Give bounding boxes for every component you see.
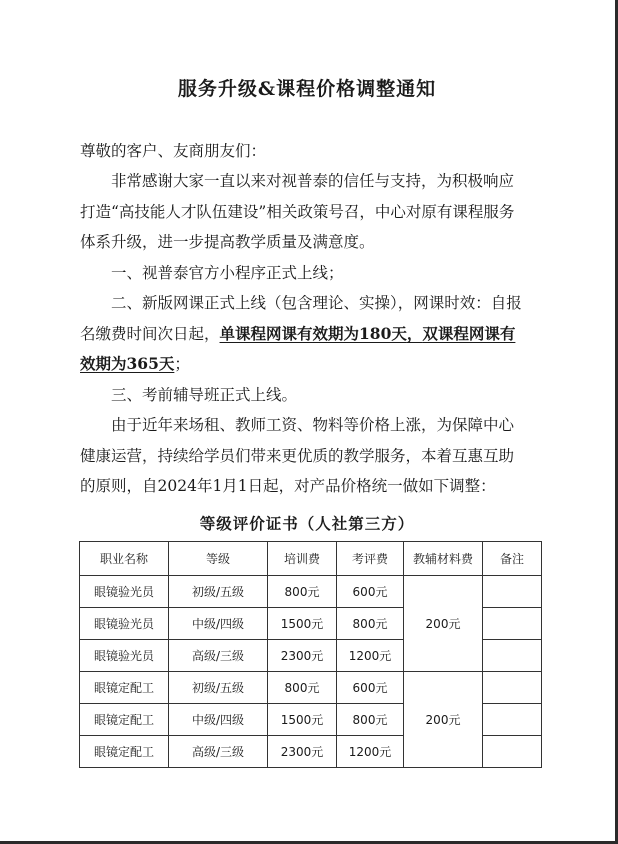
fee-table: [79, 541, 542, 768]
salutation: [80, 136, 528, 167]
header-training-fee: 培训费: [268, 542, 337, 576]
cell-materials-fee: 200元: [404, 576, 483, 672]
cell-job: 眼镜验光员: [80, 608, 169, 640]
cell-level: 中级/四级: [169, 704, 268, 736]
item-3-paragraph: 三、考前辅导班正式上线。: [111, 385, 298, 404]
item-1-paragraph: 一、视普泰官方小程序正式上线；: [111, 263, 344, 282]
cell-job: 眼镜定配工: [80, 704, 169, 736]
cell-training-fee: 1500元: [268, 608, 337, 640]
header-job: 职业名称: [80, 542, 169, 576]
cell-exam-fee: 800元: [337, 608, 404, 640]
notice-body: [80, 166, 528, 502]
cell-remarks: [483, 704, 542, 736]
item-2-start: 二、新版网课正式上线（包含理论、实操），网课时效：自报名缴费时间次日起，: [80, 294, 522, 343]
cell-remarks: [483, 640, 542, 672]
price-note-paragraph: 由于近年来场租、教师工资、物料等价格上涨，为保障中心健康运营，持续给学员们带来更优质的教学服务，本着互惠互助的原则，自2024年1月1日起，对产品价格统一做如下调整：: [80, 416, 515, 495]
cell-exam-fee: 600元: [337, 576, 404, 608]
cell-exam-fee: 600元: [337, 672, 404, 704]
cell-remarks: [483, 608, 542, 640]
cell-exam-fee: 1200元: [337, 640, 404, 672]
cell-level: 高级/三级: [169, 640, 268, 672]
cell-materials-fee: 200元: [404, 672, 483, 768]
cell-remarks: [483, 672, 542, 704]
cell-training-fee: 2300元: [268, 736, 337, 768]
cell-job: 眼镜定配工: [80, 736, 169, 768]
item-2-paragraph: [80, 288, 528, 380]
cell-level: 高级/三级: [169, 736, 268, 768]
table-header-row: [80, 542, 542, 576]
header-remarks: 备注: [483, 542, 542, 576]
cell-job: 眼镜验光员: [80, 576, 169, 608]
cell-level: 初级/五级: [169, 576, 268, 608]
item-2-end: ；: [174, 355, 190, 373]
cell-exam-fee: 800元: [337, 704, 404, 736]
cell-job: 眼镜定配工: [80, 672, 169, 704]
cell-remarks: [483, 736, 542, 768]
table-title: 等级评价证书（人社第三方）: [199, 514, 415, 533]
salutation-text: 尊敬的客户、友商朋友们：: [80, 142, 267, 160]
intro-paragraph: 非常感谢大家一直以来对视普泰的信任与支持，为积极响应打造“高技能人才队伍建设”相关政策号召，中心对原有课程服务体系升级，进一步提高教学质量及满意度。: [80, 172, 515, 251]
cell-level: 中级/四级: [169, 608, 268, 640]
header-level: 等级: [169, 542, 268, 576]
single-course-validity: 单课程网课有效期为180天: [219, 323, 407, 343]
cell-exam-fee: 1200元: [337, 736, 404, 768]
cell-training-fee: 800元: [268, 576, 337, 608]
notice-title: 服务升级&课程价格调整通知: [177, 78, 437, 100]
item-2-comma: ，: [406, 323, 423, 343]
table-row: [80, 576, 542, 608]
cell-training-fee: 2300元: [268, 640, 337, 672]
cell-training-fee: 800元: [268, 672, 337, 704]
cell-job: 眼镜验光员: [80, 640, 169, 672]
header-materials-fee: 教辅材料费: [404, 542, 483, 576]
cell-level: 初级/五级: [169, 672, 268, 704]
cell-remarks: [483, 576, 542, 608]
cell-training-fee: 1500元: [268, 704, 337, 736]
double-course-validity: 双课程网课有效期为365天: [80, 323, 516, 373]
header-exam-fee: 考评费: [337, 542, 404, 576]
table-row: [80, 672, 542, 704]
